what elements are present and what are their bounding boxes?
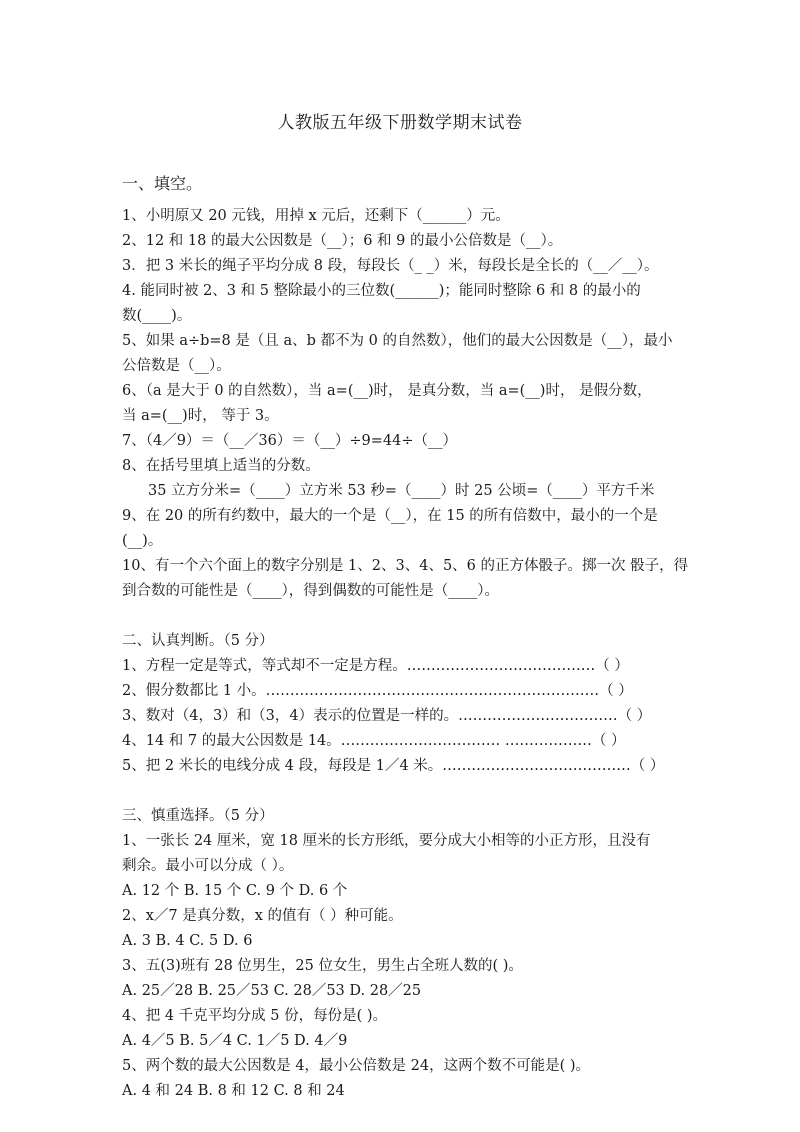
question-line: 2、假分数都比 1 小。……………………………………………………………（ ） [122,683,633,699]
question-line: 8、在括号里填上适当的分数。 [122,458,320,474]
question-line: (__)。 [122,533,163,549]
choice-options: A. 25／28 B. 25／53 C. 28／53 D. 28／25 [122,983,422,999]
section-heading-choice: 三、慎重选择。（5 分） [122,808,274,824]
question-line: 9、在 20 的所有约数中，最大的一个是（__），在 15 的所有倍数中，最小的一个是 [122,508,658,524]
question-line: 到合数的可能性是（____），得到偶数的可能性是（____）。 [122,583,499,599]
section-heading-fill-in: 一、填空。 [122,174,203,193]
page-title: 人教版五年级下册数学期末试卷 [277,113,523,133]
question-line: 6、（a 是大于 0 的自然数），当 a=(__)时， 是真分数，当 a=(__)时， 是假分数， [122,383,652,399]
question-line: 5、把 2 米长的电线分成 4 段，每段是 1／4 米。…………………………………（ ） [122,758,665,774]
question-line: 1、一张长 24 厘米，宽 18 厘米的长方形纸，要分成大小相等的小正方形，且没有 [122,833,651,849]
question-line: 5、两个数的最大公因数是 4，最小公倍数是 24，这两个数不可能是( )。 [122,1058,591,1074]
question-line: 公倍数是（__）。 [122,358,231,374]
question-line: 3、数对（4，3）和（3，4）表示的位置是一样的。……………………………（ ） [122,708,652,724]
question-line: 当 a=(__)时， 等于 3。 [122,408,279,424]
question-line: 10、有一个六个面上的数字分别是 1、2、3、4、5、6 的正方体骰子。掷一次 骰子，得 [122,558,689,574]
choice-options: A. 4／5 B. 5／4 C. 1／5 D. 4／9 [122,1033,348,1049]
question-line: 5、如果 a÷b=8 是（且 a、b 都不为 0 的自然数），他们的最大公因数是（__），最小 [122,333,673,349]
section-heading-judgement: 二、认真判断。（5 分） [122,633,274,649]
question-line: 35 立方分米=（____）立方米 53 秒=（____）时 25 公顷=（____）平方千米 [148,483,655,499]
choice-options: A. 4 和 24 B. 8 和 12 C. 8 和 24 [122,1083,345,1099]
question-line: 2、x／7 是真分数，x 的值有（ ）种可能。 [122,908,403,924]
question-line: 7、（4／9）＝（__／36）＝（__）÷9=44÷（__） [122,433,457,449]
question-line: 剩余。最小可以分成（ ）。 [122,858,294,874]
question-line: 4、14 和 7 的最大公因数是 14。…………………………… ………………（ ） [122,733,626,749]
question-line: 2、12 和 18 的最大公因数是（__）；6 和 9 的最小公倍数是（__）。 [122,233,563,249]
choice-options: A. 12 个 B. 15 个 C. 9 个 D. 6 个 [122,883,348,899]
question-line: 3．把 3 米长的绳子平均分成 8 段，每段长（_ _）米，每段长是全长的（__／__）。 [122,258,659,274]
question-line: 4、把 4 千克平均分成 5 份，每份是( )。 [122,1008,388,1024]
question-line: 3、五(3)班有 28 位男生，25 位女生，男生占全班人数的( )。 [122,958,523,974]
question-line: 4. 能同时被 2、3 和 5 整除最小的三位数(______)；能同时整除 6 和 8 的最小的 [122,283,641,299]
question-line: 数(____)。 [122,308,192,324]
question-line: 1、方程一定是等式，等式却不一定是方程。…………………………………（ ） [122,658,629,674]
choice-options: A. 3 B. 4 C. 5 D. 6 [122,933,253,949]
question-line: 1、小明原又 20 元钱，用掉 x 元后，还剩下（______）元。 [122,208,510,224]
